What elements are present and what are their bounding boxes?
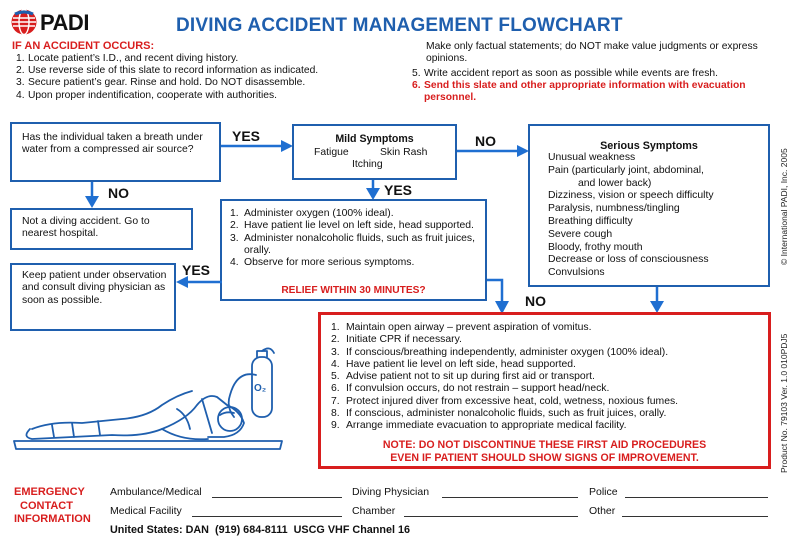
list-item: 1. Locate patient’s I.D., and recent diving history.: [16, 53, 239, 64]
serious-heading: Serious Symptoms: [600, 140, 698, 152]
accident-steps-right: [412, 68, 782, 105]
list-item: and lower back): [578, 177, 652, 189]
list-item: Breathing difficulty: [548, 215, 633, 227]
list-item: 8. If conscious, administer nonalcoholic fluids, such as fruit juices, orally.: [331, 408, 667, 420]
heading-line-3: INFORMATION: [14, 513, 91, 525]
keep-patient-box: [10, 263, 176, 331]
chamber-label: Chamber: [352, 505, 396, 517]
arrow-right-icon: [457, 145, 529, 157]
list-item: 1. Maintain open airway – prevent aspiration of vomitus.: [331, 322, 592, 333]
first-aid-box: [318, 312, 771, 469]
yes-label-3: YES: [182, 262, 211, 278]
note-line-2: EVEN IF PATIENT SHOULD SHOW SIGNS OF IMPROVEMENT.: [390, 451, 699, 464]
list-item: 3. Administer nonalcoholic fluids, such as fruit juices, orally.: [230, 232, 476, 256]
list-item: 3. If conscious/breathing independently, administer oxygen (100% ideal).: [331, 346, 669, 358]
mild-itching: Itching: [352, 159, 383, 170]
first-aid-list: [331, 322, 761, 433]
police-field[interactable]: [625, 497, 768, 498]
list-item: 3. Secure patient’s gear. Rinse and hold. Do NOT disassemble.: [16, 77, 306, 89]
keep-patient-text: Keep patient under observation and consult diving physician as soon as possible.: [22, 270, 167, 306]
mild-heading: Mild Symptoms: [335, 133, 414, 145]
list-item: 6. If convulsion occurs, do not restrain – support head/neck.: [331, 383, 610, 395]
ambulance-label: Ambulance/Medical: [110, 486, 202, 498]
not-diving-text: Not a diving accident. Go to nearest hospital.: [22, 216, 150, 240]
patient-oxygen-illustration: [12, 345, 312, 457]
list-item: 9. Arrange immediate evacuation to appropriate medical facility.: [331, 420, 627, 432]
mild-skin-rash: Skin Rash: [380, 147, 428, 158]
list-item: 6. Send this slate and other appropriate information with evacuation personnel.: [412, 80, 746, 104]
physician-field[interactable]: [442, 497, 578, 498]
serious-list: [548, 152, 768, 280]
chamber-field[interactable]: [404, 516, 578, 517]
accident-steps-left: [16, 53, 411, 102]
arrow-down-icon: [487, 270, 511, 314]
heading-line-1: EMERGENCY: [14, 486, 85, 498]
question-text: Has the individual taken a breath under water from a compressed air source?: [22, 132, 203, 156]
no-label-3: NO: [525, 293, 546, 309]
list-item: 2. Use reverse side of this slate to record information as indicated.: [16, 65, 319, 77]
heading-line-2: CONTACT: [20, 499, 73, 512]
list-item: 2. Have patient lie level on left side, head supported.: [230, 220, 474, 232]
relief-question: RELIEF WITHIN 30 MINUTES?: [281, 285, 426, 296]
mild-symptoms-box: [292, 124, 457, 180]
padi-logo: [10, 8, 120, 36]
list-item: 2. Initiate CPR if necessary.: [331, 334, 462, 346]
list-item: Bloody, frothy mouth: [548, 241, 643, 253]
list-item: Paralysis, numbness/tingling: [548, 203, 680, 215]
ambulance-field[interactable]: [212, 497, 342, 498]
list-item: 4. Have patient lie level on left side, head supported.: [331, 358, 576, 370]
list-item: 7. Protect injured diver from excessive heat, cold, wetness, noxious fumes.: [331, 395, 679, 407]
police-label: Police: [589, 486, 618, 498]
page-title: DIVING ACCIDENT MANAGEMENT FLOWCHART: [176, 15, 623, 36]
first-aid-note: [321, 439, 768, 464]
logo-text: PADI: [40, 10, 89, 35]
emergency-contact-heading: [14, 486, 91, 527]
arrow-down-icon: [85, 182, 99, 208]
list-item: 4. Upon proper indentification, cooperate with authorities.: [16, 89, 277, 101]
list-item: Pain (particularly joint, abdominal,: [548, 164, 704, 176]
yes-label-2: YES: [384, 182, 413, 198]
mild-fatigue: Fatigue: [314, 147, 349, 158]
yes-label-1: YES: [232, 128, 261, 144]
list-item: Dizziness, vision or speech difficulty: [548, 190, 714, 202]
us-emergency-numbers: United States: DAN (919) 684-8111 USCG VHF Channel 16: [110, 524, 411, 536]
question-box: [10, 122, 221, 182]
serious-symptoms-box: [528, 124, 770, 287]
list-item: Unusual weakness: [548, 152, 636, 163]
list-item: 1. Administer oxygen (100% ideal).: [230, 208, 394, 219]
globe-diver-icon: [10, 8, 38, 36]
other-field[interactable]: [622, 516, 768, 517]
list-item: 4. Observe for more serious symptoms.: [230, 257, 415, 269]
mild-steps-box: [220, 199, 487, 301]
arrow-down-icon: [650, 287, 664, 313]
no-label-1: NO: [108, 185, 129, 201]
arrow-left-icon: [176, 276, 222, 288]
note-line-1: NOTE: DO NOT DISCONTINUE THESE FIRST AID PROCEDURES: [382, 439, 707, 451]
arrow-right-icon: [221, 140, 293, 152]
mild-steps-list: [230, 208, 482, 269]
copyright-text: © International PADI, Inc. 2005: [779, 148, 789, 265]
arrow-down-icon: [366, 180, 380, 200]
physician-label: Diving Physician: [352, 486, 430, 498]
list-item: 5. Advise patient not to sit up during first aid or transport.: [331, 371, 595, 383]
list-item: Severe cough: [548, 228, 613, 240]
not-diving-box: [10, 208, 193, 250]
facility-field[interactable]: [192, 516, 342, 517]
facility-label: Medical Facility: [110, 505, 182, 517]
list-item: Decrease or loss of consciousness: [548, 254, 709, 266]
other-label: Other: [589, 505, 616, 517]
no-label-2: NO: [475, 133, 496, 149]
product-number-text: Product No. 79103 Ver. 1.0 010PDJ5: [779, 333, 789, 473]
list-item: 5. Write accident report as soon as possible while events are fresh.: [412, 68, 718, 79]
list-item: Convulsions: [548, 267, 605, 279]
factual-statement-note: Make only factual statements; do NOT make value judgments or express opinions.: [426, 41, 758, 65]
accident-heading: IF AN ACCIDENT OCCURS:: [12, 40, 155, 52]
oxygen-label: O₂: [254, 383, 267, 394]
